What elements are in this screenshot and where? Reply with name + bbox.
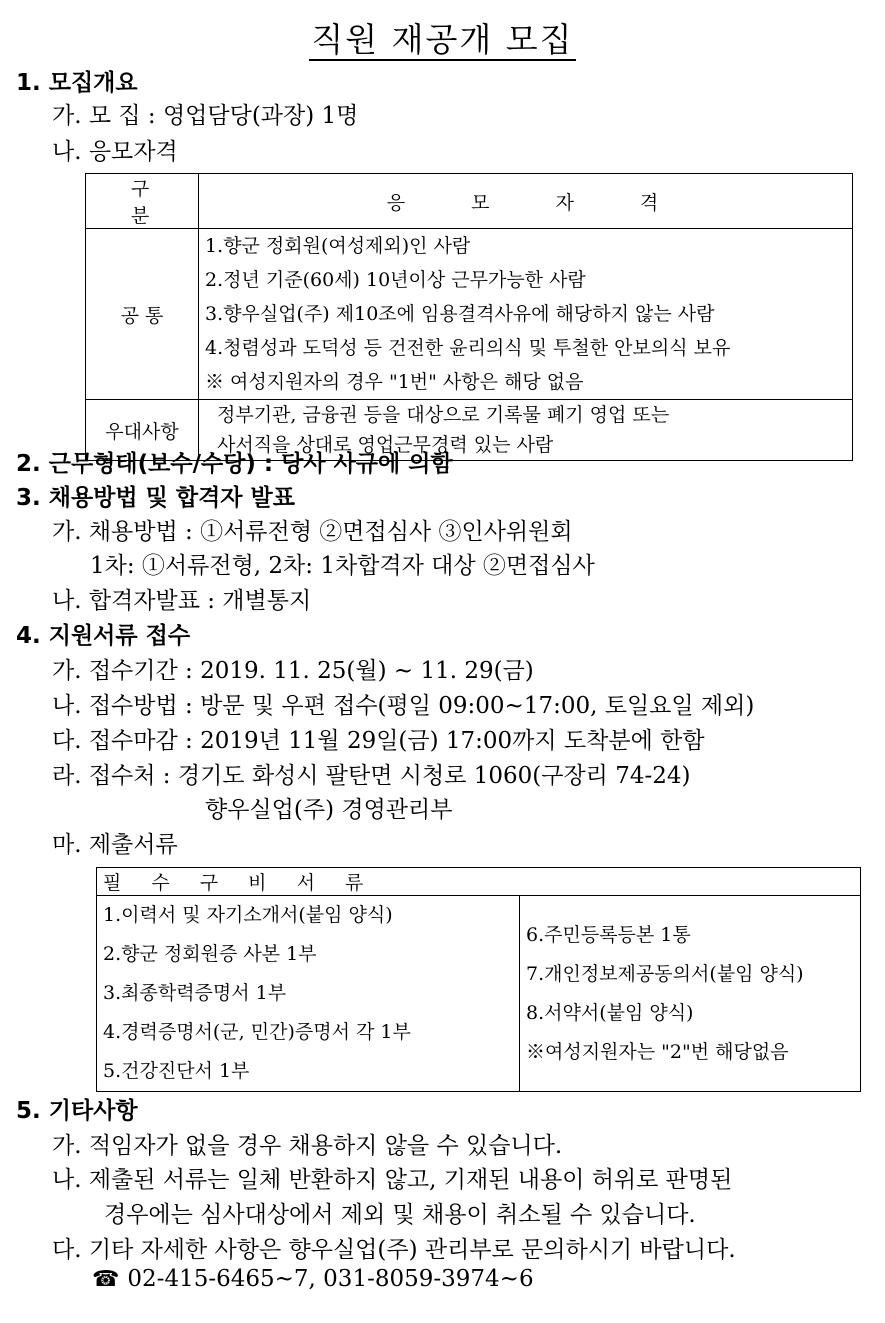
list-item: 3.향우실업(주) 제10조에 임용결격사유에 해당하지 않는 사람 [205,303,715,325]
list-item: 사서직을 상대로 영업근무경력 있는 사람 [217,434,554,456]
qualification-table [85,173,853,461]
list-item: 2.향군 정회원증 사본 1부 [103,943,317,965]
phone-line [92,1266,534,1292]
list-item: 5.건강진단서 1부 [103,1060,250,1082]
note-b: 나. 제출된 서류는 일체 반환하지 않고, 기재된 내용이 허위로 판명된 [52,1167,733,1193]
list-item: 2.정년 기준(60세) 10년이상 근무가능한 사람 [205,269,586,291]
documents-left [97,896,520,1092]
list-item: 7.개인정보제공동의서(붙임 양식) [526,962,804,985]
recruit-position: 가. 모 집 : 영업담당(과장) 1명 [52,103,359,129]
list-item: 3.최종학력증명서 1부 [103,982,287,1004]
section-3-heading: 3. 채용방법 및 합격자 발표 [16,485,295,511]
phone-number: 02-415-6465~7, 031-8059-3974~6 [127,1266,534,1292]
section-5-heading: 5. 기타사항 [16,1098,138,1124]
common-label: 공 통 [86,229,199,400]
application-method: 나. 접수방법 : 방문 및 우편 접수(평일 09:00~17:00, 토일요일 제외) [52,693,755,719]
list-item: ※여성지원자는 "2"번 해당없음 [526,1040,789,1063]
list-item: 1.향군 정회원(여성제외)인 사람 [205,235,471,257]
page-title [0,14,885,61]
application-deadline: 다. 접수마감 : 2019년 11월 29일(금) 17:00까지 도착분에 한함 [52,728,705,754]
list-item: 6.주민등록등본 1통 [526,923,691,946]
application-address: 라. 접수처 : 경기도 화성시 팔탄면 시청로 1060(구장리 74-24) [52,763,691,789]
list-item: 4.청렴성과 도덕성 등 건전한 윤리의식 및 투철한 안보의식 보유 [205,337,731,359]
section-1-heading: 1. 모집개요 [16,70,138,96]
list-item: 4.경력증명서(군, 민간)증명서 각 1부 [103,1021,411,1043]
result-announcement: 나. 합격자발표 : 개별통지 [52,588,312,614]
qualification-label: 나. 응모자격 [52,139,178,165]
documents-header: 필 수 구 비 서 류 [97,868,861,896]
documents-right [520,896,861,1092]
header-qualification: 응 모 자 격 [199,174,853,229]
preference-label: 우대사항 [86,400,199,461]
section-4-heading: 4. 지원서류 접수 [16,623,191,649]
list-item: 8.서약서(붙임 양식) [526,1001,694,1024]
list-item: ※ 여성지원자의 경우 "1번" 사항은 해당 없음 [205,371,584,393]
selection-method: 가. 채용방법 : ①서류전형 ②면접심사 ③인사위원회 [52,519,573,545]
application-period: 가. 접수기간 : 2019. 11. 25(월) ~ 11. 29(금) [52,658,534,684]
page-title-text: 직원 재공개 모집 [311,20,574,59]
documents-table [96,867,861,1092]
documents-label: 마. 제출서류 [52,832,178,858]
section-2-heading: 2. 근무형태(보수/수당) : 당사 사규에 의함 [16,451,453,477]
table-row-common [86,229,853,400]
note-a: 가. 적임자가 없을 경우 채용하지 않을 수 있습니다. [52,1133,563,1159]
list-item: 정부기관, 금융권 등을 대상으로 기록물 폐기 영업 또는 [217,404,670,426]
application-department: 향우실업(주) 경영관리부 [205,797,453,823]
list-item: 1.이력서 및 자기소개서(붙임 양식) [103,904,393,926]
phone-icon: ☎ [92,1267,120,1292]
table-row [97,896,861,1092]
qualification-table-header [86,174,853,229]
documents-table-header [97,868,861,896]
note-b-continued: 경우에는 심사대상에서 제외 및 채용이 취소될 수 있습니다. [104,1202,696,1228]
common-items [199,229,853,400]
header-category: 구 분 [86,174,199,229]
selection-stages: 1차: ①서류전형, 2차: 1차합격자 대상 ②면접심사 [90,553,595,579]
note-c: 다. 기타 자세한 사항은 향우실업(주) 관리부로 문의하시기 바랍니다. [52,1237,736,1263]
